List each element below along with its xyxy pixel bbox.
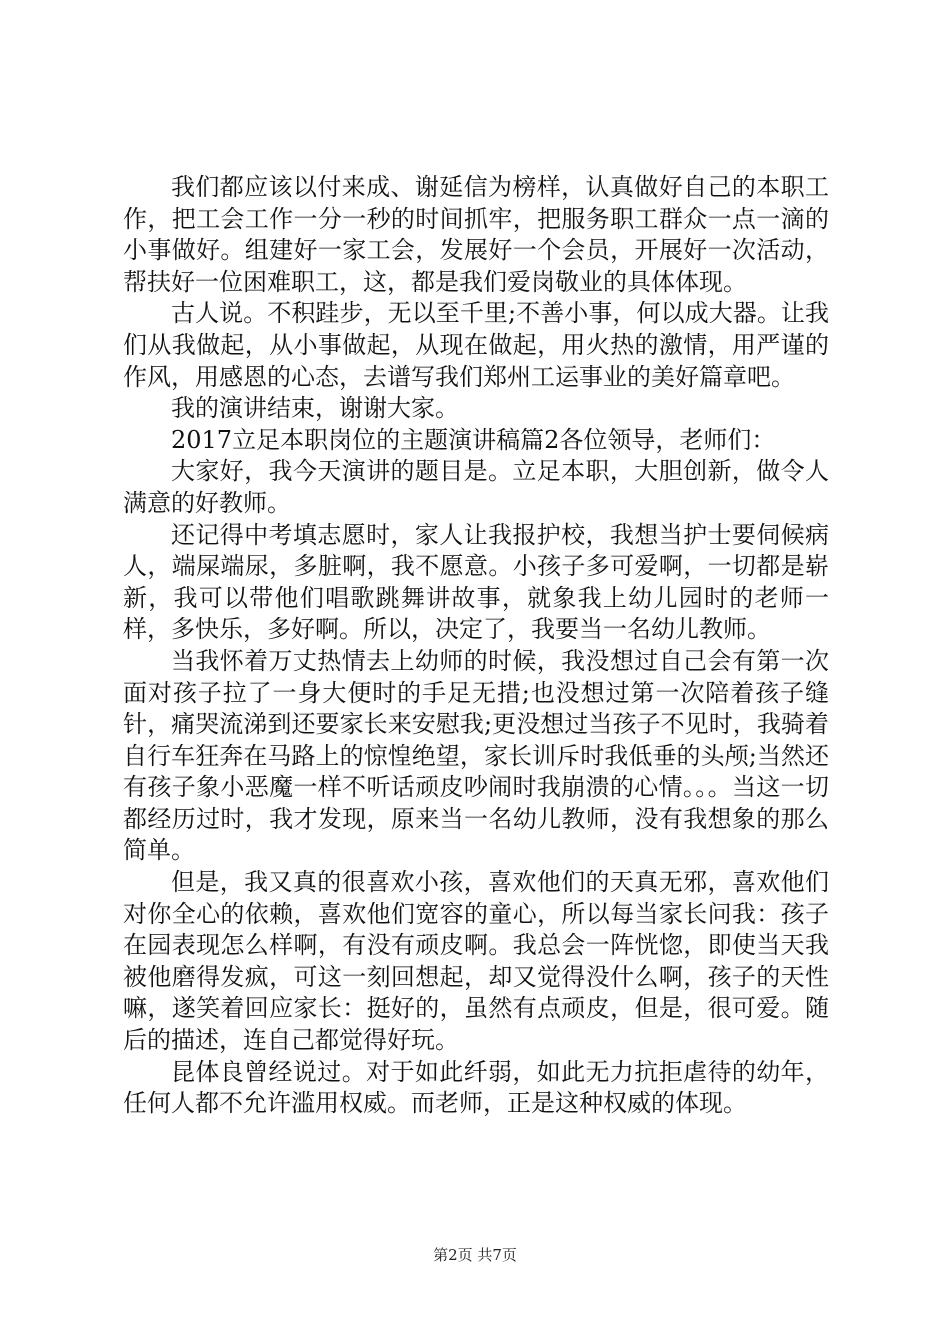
- paragraph-8: 但是，我又真的很喜欢小孩，喜欢他们的天真无邪，喜欢他们对你全心的依赖，喜欢他们宽容的童心，所以每当家长问我：孩子在园表现怎么样啊，有没有顽皮啊。我总会一阵恍惚，即使当天我被他磨得发疯，可这一刻回想起，却又觉得没什么啊，孩子的天性嘛，遂笑着回应家长：挺好的，虽然有点顽皮，但是，很可爱。随后的描述，连自己都觉得好玩。: [123, 868, 829, 1055]
- paragraph-4-heading: 2017立足本职岗位的主题演讲稿篇2各位领导，老师们：: [171, 425, 776, 454]
- paragraph-5: 大家好，我今天演讲的题目是。立足本职，大胆创新，做令人满意的好教师。: [123, 457, 829, 517]
- page-number-footer: 第2页 共7页: [433, 1246, 517, 1264]
- paragraph-9: 昆体良曾经说过。对于如此纤弱，如此无力抗拒虐待的幼年，任何人都不允许滥用权威。而老师，正是这种权威的体现。: [123, 1057, 829, 1118]
- paragraph-6: 还记得中考填志愿时，家人让我报护校，我想当护士要伺候病人，端屎端尿，多脏啊，我不愿意。小孩子多可爱啊，一切都是崭新，我可以带他们唱歌跳舞讲故事，就象我上幼儿园时的老师一样，多快乐，多好啊。所以，决定了，我要当一名幼儿教师。: [123, 520, 829, 644]
- paragraph-3: 我的演讲结束，谢谢大家。: [171, 394, 459, 423]
- paragraph-7: 当我怀着万丈热情去上幼师的时候，我没想过自己会有第一次面对孩子拉了一身大便时的手足无措;也没想过第一次陪着孩子缝针，痛哭流涕到还要家长来安慰我;更没想过当孩子不见时，我骑着自行车狂奔在马路上的惊惶绝望，家长训斥时我低垂的头颅;当然还有孩子象小恶魔一样不听话顽皮吵闹时我崩溃的心情。。。当这一切都经历过时，我才发现，原来当一名幼儿教师，没有我想象的那么简单。: [123, 646, 829, 865]
- paragraph-1: 我们都应该以付来成、谢延信为榜样，认真做好自己的本职工作，把工会工作一分一秒的时间抓牢，把服务职工群众一点一滴的小事做好。组建好一家工会，发展好一个会员，开展好一次活动，帮扶好一位困难职工，这，都是我们爱岗敬业的具体体现。: [123, 173, 829, 296]
- paragraph-2: 古人说。不积跬步，无以至千里;不善小事，何以成大器。让我们从我做起，从小事做起，从现在做起，用火热的激情，用严谨的作风，用感恩的心态，去谱写我们郑州工运事业的美好篇章吧。: [123, 299, 829, 391]
- document-body: [123, 172, 829, 1120]
